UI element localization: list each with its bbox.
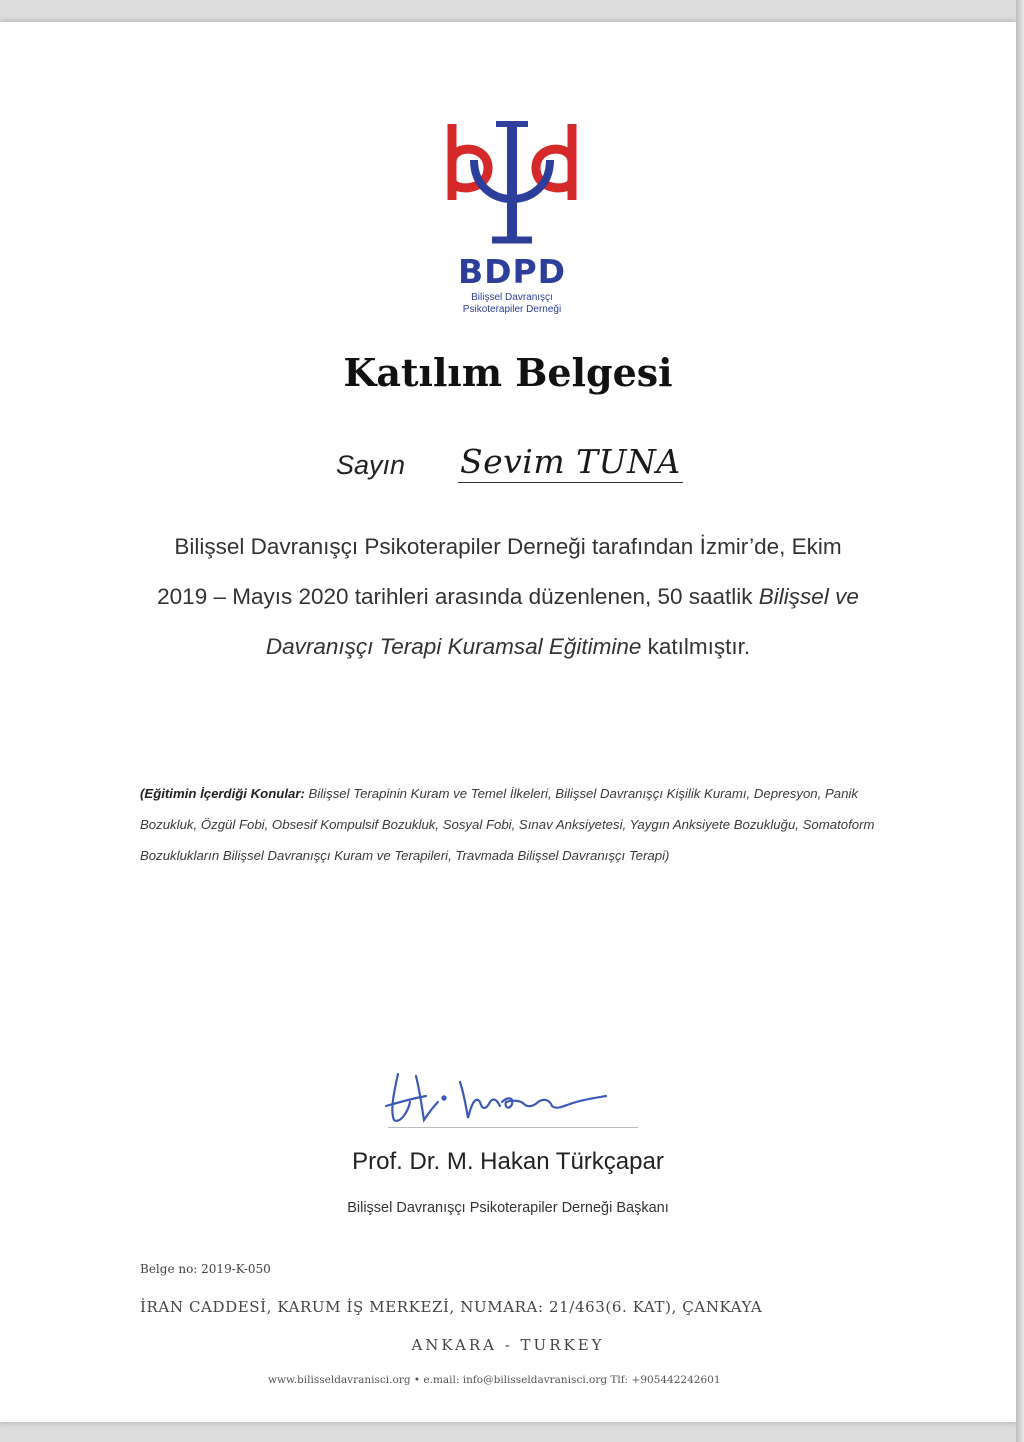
certificate-page — [0, 22, 1016, 1422]
signature-line — [388, 1127, 638, 1128]
training-topics — [140, 778, 880, 871]
certificate-title: Katılım Belgesi — [343, 350, 673, 395]
topics-text: Bilişsel Terapinin Kuram ve Temel İlkeleri, Bilişsel Davranışçı Kişilik Kuramı, Depresyon, Panik Bozukluk, Özgül Fobi, Obsesif Kompulsif Bozukluk, Sosyal Fobi, Sınav Anksiyetesi, Yaygın Anksiyete Bozukluğu, Somatoform Bozuklukların Bilişsel Davranışçı Kuram ve Terapileri, Travmada Bilişsel Davranışçı Terapi) — [140, 786, 875, 863]
signatory-name: Prof. Dr. M. Hakan Türkçapar — [352, 1148, 664, 1175]
course-name: Bilişsel ve Davranışçı Terapi Kuramsal Eğitimine — [265, 584, 859, 659]
logo-acronym: BDPD — [457, 252, 567, 291]
address-line2: ANKARA - TURKEY — [411, 1336, 605, 1354]
psi-logo-icon — [438, 100, 586, 250]
bdpd-logo — [438, 100, 586, 330]
body-text-part1: Bilişsel Davranışçı Psikoterapiler Derneği tarafından İzmir’de, Ekim 2019 – Mayıs 2020 tarihleri arasında düzenlenen, 50 saatlik — [157, 534, 842, 609]
document-number: Belge no: 2019-K-050 — [140, 1262, 271, 1276]
salutation: Sayın — [336, 450, 406, 480]
body-text-part2: katılmıştır. — [641, 634, 751, 659]
signature-icon — [380, 1062, 640, 1132]
recipient-name: Sevim TUNA — [460, 442, 681, 481]
page-edge-shadow — [1016, 0, 1024, 1442]
address-line1: İRAN CADDESİ, KARUM İŞ MERKEZİ, NUMARA: 21/463(6. KAT), ÇANKAYA — [140, 1298, 763, 1316]
logo-subtitle-line1: Bilişsel Davranışçı — [471, 292, 553, 303]
topics-label: (Eğitimin İçerdiği Konular: — [140, 786, 305, 801]
logo-subtitle-line2: Psikoterapiler Derneği — [462, 304, 562, 315]
contact-info: www.bilisseldavranisci.org • e.mail: info@bilisseldavranisci.org Tlf: +905442242601 — [268, 1374, 721, 1386]
signatory-title: Bilişsel Davranışçı Psikoterapiler Derneği Başkanı — [347, 1200, 669, 1216]
certificate-body — [150, 522, 866, 672]
